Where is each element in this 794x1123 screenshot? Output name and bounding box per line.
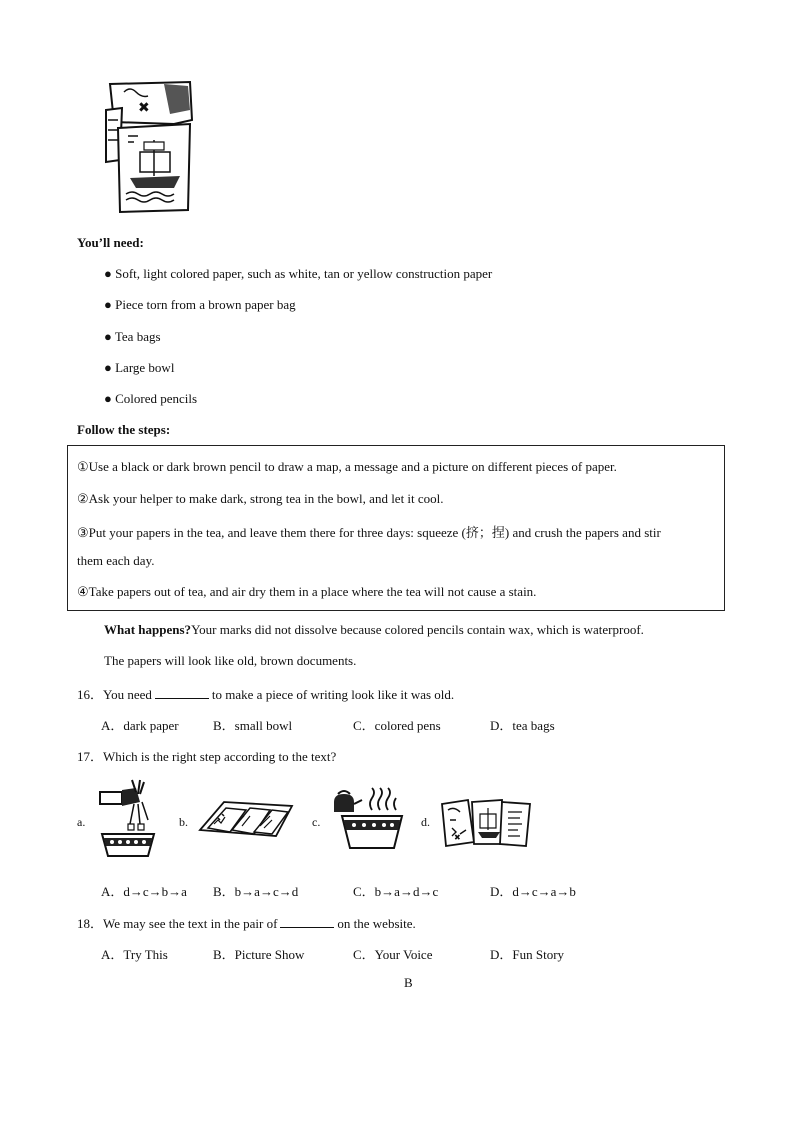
question-text: on the website. <box>337 916 416 931</box>
step-number: ② <box>77 491 89 506</box>
youll-need-heading: You’ll need: <box>77 235 144 250</box>
answer-blank[interactable] <box>280 917 334 928</box>
list-item-text: Soft, light colored paper, such as white, tan or yellow construction paper <box>115 266 493 281</box>
step-3 <box>77 522 661 541</box>
option-a[interactable]: A．dark paper <box>101 718 179 733</box>
what-happens-text-2: The papers will look like old, brown documents. <box>104 653 357 668</box>
bullet: ● <box>104 360 112 375</box>
answer-blank[interactable] <box>155 688 209 699</box>
svg-text:✖: ✖ <box>138 100 150 116</box>
tea-bags-over-bowl-icon <box>96 780 158 860</box>
picture-label-c: c. <box>312 815 321 829</box>
treasure-map-and-ship-pictures-icon <box>104 80 196 214</box>
list-item <box>104 329 161 345</box>
option-c[interactable]: C．colored pens <box>353 718 441 733</box>
option-a[interactable]: A．d→c→b→a <box>101 884 187 899</box>
question-number: 17． <box>77 749 104 764</box>
question-number: 18． <box>77 916 104 931</box>
step-text: Put your papers in the tea, and leave them there for three days: squeeze (挤；捏) and crush the papers and stir <box>88 525 661 540</box>
question-18 <box>77 913 416 932</box>
bullet: ● <box>104 329 112 344</box>
bullet: ● <box>104 391 112 406</box>
question-17 <box>77 746 336 765</box>
follow-steps-heading: Follow the steps: <box>77 422 171 437</box>
picture-label-b: b. <box>179 815 188 829</box>
step-4 <box>77 584 536 600</box>
question-16 <box>77 684 454 703</box>
question-text: to make a piece of writing look like it was old. <box>211 687 455 702</box>
option-d[interactable]: D．tea bags <box>490 718 555 733</box>
list-item <box>104 266 492 282</box>
picture-label-d: d. <box>421 815 430 829</box>
list-item-text: Large bowl <box>115 360 175 375</box>
kettle-and-steaming-bowl-icon <box>330 792 408 852</box>
step-number: ③ <box>77 525 89 540</box>
option-a[interactable]: A．Try This <box>101 947 168 962</box>
question-text: You need <box>103 687 152 702</box>
picture-label-a: a. <box>77 815 86 829</box>
bullet: ● <box>104 266 112 281</box>
list-item-text: Colored pencils <box>115 391 198 406</box>
option-d[interactable]: D．Fun Story <box>490 947 565 962</box>
list-item-text: Tea bags <box>114 329 161 344</box>
step-3-continuation: them each day. <box>77 553 155 568</box>
list-item-text: Piece torn from a brown paper bag <box>115 297 296 312</box>
option-d[interactable]: D．d→c→a→b <box>490 884 576 899</box>
list-item <box>104 297 296 313</box>
step-text: Take papers out of tea, and air dry them in a place where the tea will not cause a stain. <box>88 584 537 599</box>
papers-in-tray-icon <box>198 800 294 838</box>
step-text: Use a black or dark brown pencil to draw a map, a message and a picture on different pieces of paper. <box>88 459 617 474</box>
option-b[interactable]: B．b→a→c→d <box>213 884 299 899</box>
section-marker: B <box>404 975 413 990</box>
drawn-papers-icon <box>440 798 534 848</box>
step-1 <box>77 459 617 475</box>
bullet: ● <box>104 297 112 312</box>
step-2 <box>77 491 444 507</box>
step-number: ④ <box>77 584 89 599</box>
list-item <box>104 360 174 376</box>
list-item <box>104 391 197 407</box>
step-number: ① <box>77 459 89 474</box>
option-b[interactable]: B．small bowl <box>213 718 293 733</box>
svg-text:✖: ✖ <box>454 833 461 842</box>
question-text: We may see the text in the pair of <box>103 916 278 931</box>
option-c[interactable]: C．b→a→d→c <box>353 884 439 899</box>
step-text: Ask your helper to make dark, strong tea in the bowl, and let it cool. <box>88 491 444 506</box>
what-happens-label: What happens? <box>104 622 192 637</box>
question-number: 16． <box>77 687 104 702</box>
option-b[interactable]: B．Picture Show <box>213 947 305 962</box>
what-happens-text: Your marks did not dissolve because colored pencils contain wax, which is waterproof. <box>191 622 644 637</box>
what-happens <box>104 622 644 638</box>
option-c[interactable]: C．Your Voice <box>353 947 433 962</box>
question-text: Which is the right step according to the text? <box>103 749 337 764</box>
